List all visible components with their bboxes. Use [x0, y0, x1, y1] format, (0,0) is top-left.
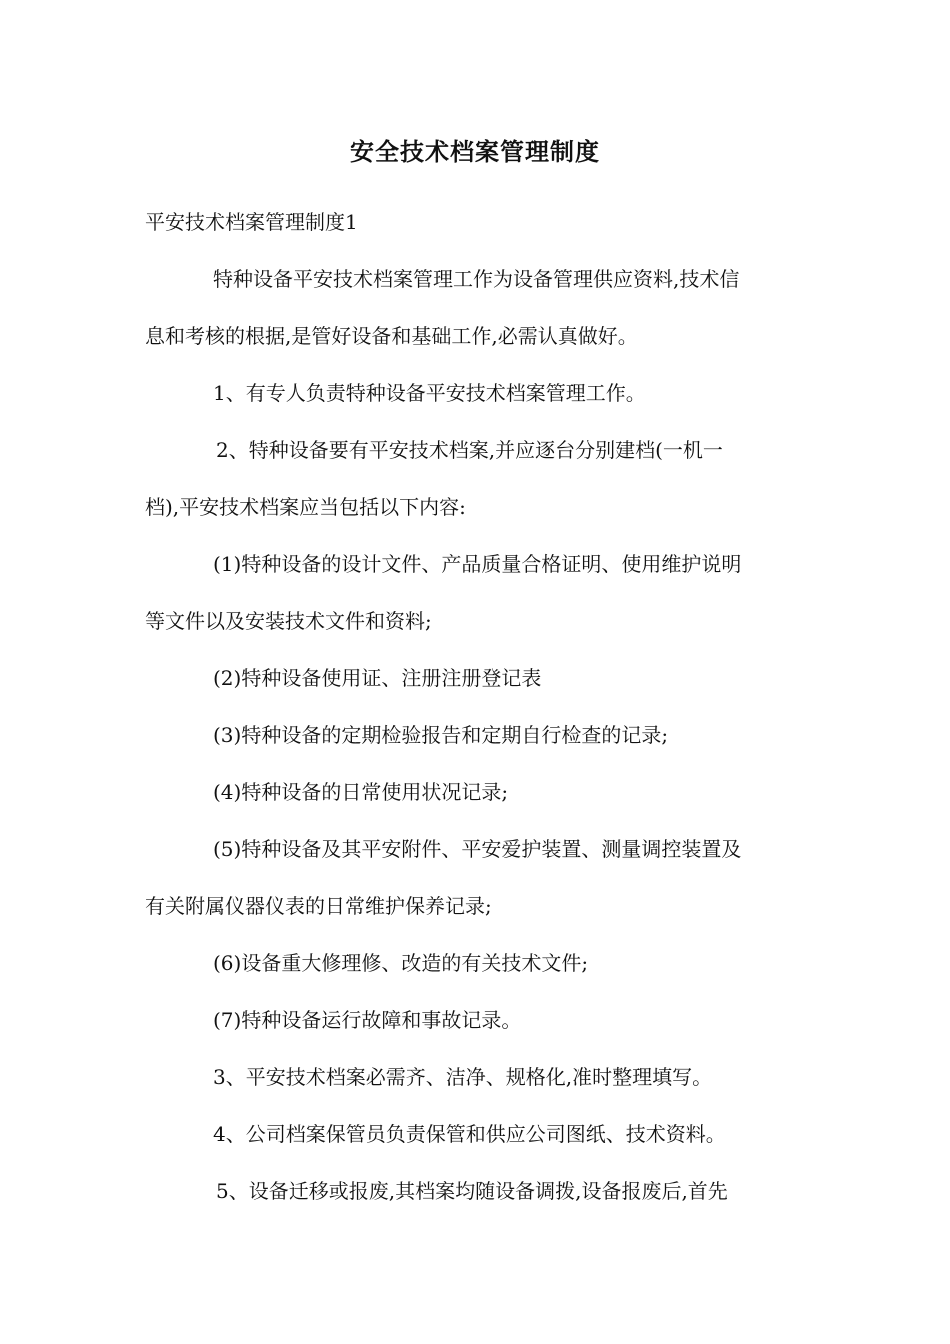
sub-list-item: (2)特种设备使用证、注册注册登记表: [213, 666, 542, 690]
paragraph-line: 档),平安技术档案应当包括以下内容:: [145, 495, 466, 519]
list-item: 4、公司档案保管员负责保管和供应公司图纸、技术资料。: [213, 1122, 726, 1146]
paragraph-line: 特种设备平安技术档案管理工作为设备管理供应资料,技术信: [213, 267, 740, 291]
list-item: 2、特种设备要有平安技术档案,并应逐台分别建档(一机一: [216, 438, 723, 462]
sub-list-item: (6)设备重大修理修、改造的有关技术文件;: [213, 951, 589, 975]
sub-list-item: (1)特种设备的设计文件、产品质量合格证明、使用维护说明: [213, 552, 742, 576]
list-item: 3、平安技术档案必需齐、洁净、规格化,准时整理填写。: [213, 1065, 713, 1089]
section-heading: 平安技术档案管理制度1: [145, 210, 358, 234]
paragraph-line: 等文件以及安装技术文件和资料;: [145, 609, 432, 633]
document-title: 安全技术档案管理制度: [350, 137, 600, 166]
sub-list-item: (7)特种设备运行故障和事故记录。: [213, 1008, 522, 1032]
list-item: 1、有专人负责特种设备平安技术档案管理工作。: [213, 381, 646, 405]
sub-list-item: (3)特种设备的定期检验报告和定期自行检查的记录;: [213, 723, 669, 747]
sub-list-item: (4)特种设备的日常使用状况记录;: [213, 780, 509, 804]
paragraph-line: 息和考核的根据,是管好设备和基础工作,必需认真做好。: [145, 324, 638, 348]
list-item: 5、设备迁移或报废,其档案均随设备调拨,设备报废后,首先: [216, 1179, 728, 1203]
sub-list-item: (5)特种设备及其平安附件、平安爱护装置、测量调控装置及: [213, 837, 742, 861]
paragraph-line: 有关附属仪器仪表的日常维护保养记录;: [145, 894, 492, 918]
